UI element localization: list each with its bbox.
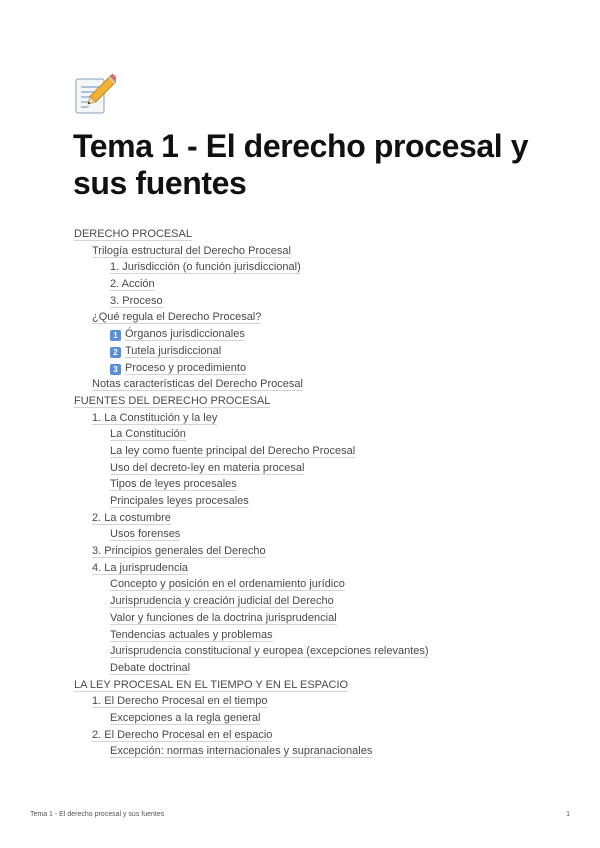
toc-item-label: 2. La costumbre <box>92 511 171 524</box>
toc-item[interactable] <box>74 276 554 293</box>
toc-item-label: Trilogía estructural del Derecho Procesal <box>92 244 291 257</box>
toc-item-label: Jurisprudencia constitucional y europea (excepciones relevantes) <box>110 645 429 658</box>
toc-item-label: Concepto y posición en el ordenamiento jurídico <box>110 578 345 591</box>
toc-item[interactable] <box>74 743 554 760</box>
toc-item-label: Tendencias actuales y problemas <box>110 628 273 641</box>
toc-item[interactable] <box>74 643 554 660</box>
toc-item[interactable] <box>74 460 554 477</box>
toc-item[interactable] <box>74 660 554 677</box>
toc-item[interactable] <box>74 576 554 593</box>
toc-item-label: Principales leyes procesales <box>110 495 249 507</box>
toc-item-label: La Constitución <box>110 428 186 441</box>
toc-item-label: Debate doctrinal <box>110 661 191 674</box>
toc-item-label: ¿Qué regula el Derecho Procesal? <box>92 311 262 324</box>
toc-item-label: Órganos jurisdiccionales <box>125 328 245 341</box>
toc-item[interactable] <box>74 410 554 427</box>
toc-item-label: 3. Principios generales del Derecho <box>92 545 266 558</box>
toc-item[interactable] <box>74 627 554 644</box>
toc-item-label: Uso del decreto-ley en materia procesal <box>110 461 305 474</box>
toc-item-label: Jurisprudencia y creación judicial del Derecho <box>110 595 334 608</box>
toc-item-label: 1. La Constitución y la ley <box>92 411 218 424</box>
toc-item[interactable] <box>74 493 554 510</box>
toc-item-label: Valor y funciones de la doctrina jurisprudencial <box>110 611 337 624</box>
toc-item-label: Proceso y procedimiento <box>125 361 247 374</box>
toc-item-label: 3. Proceso <box>110 294 163 307</box>
toc-item[interactable] <box>74 309 554 326</box>
toc-item[interactable] <box>74 727 554 744</box>
toc-item[interactable] <box>74 693 554 710</box>
toc-item-label: 2. El Derecho Procesal en el espacio <box>92 728 273 741</box>
toc-item[interactable] <box>74 259 554 276</box>
table-of-contents <box>74 226 554 760</box>
toc-item-label: Usos forenses <box>110 528 181 541</box>
toc-item[interactable] <box>74 677 554 694</box>
toc-item-label: 1. Jurisdicción (o función jurisdiccional) <box>110 261 301 274</box>
toc-item[interactable] <box>74 610 554 627</box>
toc-item[interactable] <box>74 326 554 343</box>
footer-title: Tema 1 - El derecho procesal y sus fuentes <box>30 811 165 818</box>
toc-item-label: Excepción: normas internacionales y supranacionales <box>110 745 373 758</box>
toc-item[interactable] <box>74 376 554 393</box>
toc-item[interactable] <box>74 293 554 310</box>
toc-item[interactable] <box>74 443 554 460</box>
page-title: Tema 1 - El derecho procesal y sus fuentes <box>73 128 529 201</box>
toc-item[interactable] <box>74 526 554 543</box>
toc-item-label: Tutela jurisdiccional <box>125 344 222 357</box>
toc-item-label: Excepciones a la regla general <box>110 711 261 724</box>
toc-item[interactable] <box>74 560 554 577</box>
toc-item-label: Notas características del Derecho Procesal <box>92 378 303 391</box>
toc-item-label: 4. La jurisprudencia <box>92 561 189 574</box>
toc-item[interactable] <box>74 343 554 360</box>
toc-item[interactable] <box>74 226 554 243</box>
toc-item[interactable] <box>74 393 554 410</box>
keycap-number-icon: 1 <box>110 330 121 341</box>
toc-item-label: FUENTES DEL DERECHO PROCESAL <box>74 394 271 407</box>
keycap-number-icon: 3 <box>110 364 121 375</box>
toc-item[interactable] <box>74 710 554 727</box>
memo-pencil-icon <box>74 74 116 116</box>
toc-item-label: Tipos de leyes procesales <box>110 478 237 491</box>
toc-item[interactable] <box>74 543 554 560</box>
toc-item[interactable] <box>74 243 554 260</box>
toc-item-label: 1. El Derecho Procesal en el tiempo <box>92 695 268 708</box>
toc-item-label: 2. Acción <box>110 278 155 291</box>
toc-item-label: DERECHO PROCESAL <box>74 228 192 240</box>
keycap-number-icon: 2 <box>110 347 121 358</box>
toc-item-label: La ley como fuente principal del Derecho Procesal <box>110 444 356 457</box>
toc-item-label: LA LEY PROCESAL EN EL TIEMPO Y EN EL ESPACIO <box>74 678 349 691</box>
toc-item[interactable] <box>74 360 554 377</box>
toc-item[interactable] <box>74 593 554 610</box>
toc-item[interactable] <box>74 510 554 527</box>
toc-item[interactable] <box>74 476 554 493</box>
toc-item[interactable] <box>74 426 554 443</box>
footer-page-number: 1 <box>566 811 570 818</box>
